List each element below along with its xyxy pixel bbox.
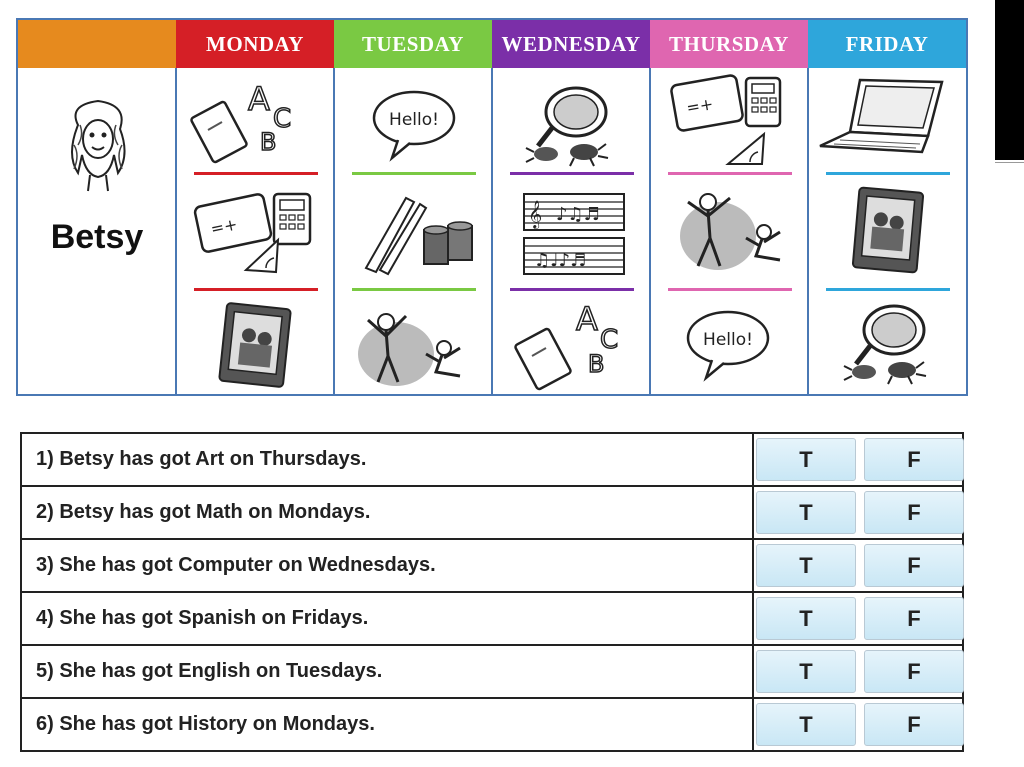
wednesday-lesson-3 bbox=[494, 292, 649, 400]
svg-text:C: C bbox=[600, 325, 619, 355]
calculator-icon bbox=[652, 72, 807, 180]
thursday-lesson-2 bbox=[652, 180, 807, 288]
row-divider bbox=[752, 540, 754, 591]
paint-brushes-icon bbox=[336, 180, 491, 288]
hello-speech-bubble-icon bbox=[336, 72, 491, 180]
hello-text: Hello! bbox=[703, 330, 753, 350]
svg-text:=+: =+ bbox=[208, 214, 240, 239]
friday-divider bbox=[826, 172, 950, 175]
hello-text: Hello! bbox=[389, 110, 439, 130]
monday-divider bbox=[194, 172, 318, 175]
question-text: 6) She has got History on Mondays. bbox=[36, 713, 375, 735]
svg-text:A: A bbox=[248, 80, 270, 118]
tuesday-divider bbox=[352, 172, 476, 175]
question-text: 1) Betsy has got Art on Thursdays. bbox=[36, 448, 367, 470]
tuesday-lesson-3 bbox=[336, 292, 491, 400]
question-text: 4) She has got Spanish on Fridays. bbox=[36, 607, 369, 629]
magnifier-bugs-icon bbox=[494, 72, 649, 180]
svg-text:𝄞: 𝄞 bbox=[528, 200, 543, 228]
pe-exercise-icon bbox=[336, 292, 491, 400]
friday-lesson-3 bbox=[810, 292, 965, 400]
quiz-row bbox=[22, 593, 962, 646]
svg-text:♫♩♪♬: ♫♩♪♬ bbox=[534, 250, 587, 271]
svg-text:B: B bbox=[260, 128, 277, 156]
row-divider bbox=[752, 434, 754, 485]
magnifier-bugs-icon bbox=[810, 292, 965, 400]
tuesday-lesson-1 bbox=[336, 72, 491, 180]
column-divider bbox=[333, 68, 335, 394]
calculator-icon bbox=[178, 180, 333, 288]
false-button[interactable]: F bbox=[864, 597, 964, 640]
true-button[interactable]: T bbox=[756, 703, 856, 746]
true-false-quiz bbox=[20, 432, 964, 752]
true-button[interactable]: T bbox=[756, 438, 856, 481]
svg-text:=+: =+ bbox=[684, 94, 715, 118]
row-divider bbox=[752, 646, 754, 697]
question-text: 2) Betsy has got Math on Mondays. bbox=[36, 501, 371, 523]
hello-speech-bubble-icon bbox=[652, 292, 807, 400]
quiz-row bbox=[22, 487, 962, 540]
thursday-lesson-1 bbox=[652, 72, 807, 180]
svg-text:♪♫♬: ♪♫♬ bbox=[556, 204, 600, 225]
header-monday: MONDAY bbox=[176, 20, 334, 68]
header-thursday: THURSDAY bbox=[650, 20, 808, 68]
row-divider bbox=[752, 593, 754, 644]
history-book-icon bbox=[810, 180, 965, 288]
true-button[interactable]: T bbox=[756, 650, 856, 693]
music-notes-icon bbox=[494, 180, 649, 288]
corner-divider bbox=[995, 162, 1024, 163]
friday-divider bbox=[826, 288, 950, 291]
pe-exercise-icon bbox=[652, 180, 807, 288]
monday-lesson-3 bbox=[178, 292, 333, 400]
timetable bbox=[16, 18, 968, 396]
monday-divider bbox=[194, 288, 318, 291]
wednesday-divider bbox=[510, 172, 634, 175]
timetable-header bbox=[18, 20, 966, 68]
quiz-row bbox=[22, 434, 962, 487]
abc-book-icon bbox=[178, 72, 333, 180]
corner-black-block bbox=[995, 0, 1024, 160]
false-button[interactable]: F bbox=[864, 544, 964, 587]
friday-lesson-1 bbox=[810, 72, 965, 180]
thursday-divider bbox=[668, 172, 792, 175]
tuesday-divider bbox=[352, 288, 476, 291]
header-corner bbox=[18, 20, 176, 68]
monday-lesson-2 bbox=[178, 180, 333, 288]
false-button[interactable]: F bbox=[864, 650, 964, 693]
svg-text:A: A bbox=[576, 300, 598, 338]
student-name: Betsy bbox=[50, 218, 144, 256]
thursday-lesson-3 bbox=[652, 292, 807, 400]
quiz-row bbox=[22, 540, 962, 593]
header-tuesday: TUESDAY bbox=[334, 20, 492, 68]
wednesday-lesson-1 bbox=[494, 72, 649, 180]
header-wednesday: WEDNESDAY bbox=[492, 20, 650, 68]
abc-book-icon bbox=[494, 292, 649, 400]
thursday-divider bbox=[668, 288, 792, 291]
student-column bbox=[18, 70, 176, 394]
column-divider bbox=[649, 68, 651, 394]
true-button[interactable]: T bbox=[756, 491, 856, 534]
monday-lesson-1 bbox=[178, 72, 333, 180]
question-text: 5) She has got English on Tuesdays. bbox=[36, 660, 383, 682]
svg-text:C: C bbox=[273, 104, 292, 134]
friday-lesson-2 bbox=[810, 180, 965, 288]
svg-text:B: B bbox=[588, 350, 605, 378]
quiz-row bbox=[22, 699, 962, 752]
header-friday: FRIDAY bbox=[808, 20, 966, 68]
tuesday-lesson-2 bbox=[336, 180, 491, 288]
column-divider bbox=[491, 68, 493, 394]
laptop-icon bbox=[810, 72, 965, 180]
false-button[interactable]: F bbox=[864, 438, 964, 481]
question-text: 3) She has got Computer on Wednesdays. bbox=[36, 554, 436, 576]
row-divider bbox=[752, 699, 754, 752]
history-book-icon bbox=[178, 292, 333, 400]
row-divider bbox=[752, 487, 754, 538]
true-button[interactable]: T bbox=[756, 544, 856, 587]
column-divider bbox=[807, 68, 809, 394]
girl-portrait-icon bbox=[58, 95, 138, 195]
false-button[interactable]: F bbox=[864, 703, 964, 746]
false-button[interactable]: F bbox=[864, 491, 964, 534]
wednesday-lesson-2 bbox=[494, 180, 649, 288]
true-button[interactable]: T bbox=[756, 597, 856, 640]
wednesday-divider bbox=[510, 288, 634, 291]
quiz-row bbox=[22, 646, 962, 699]
